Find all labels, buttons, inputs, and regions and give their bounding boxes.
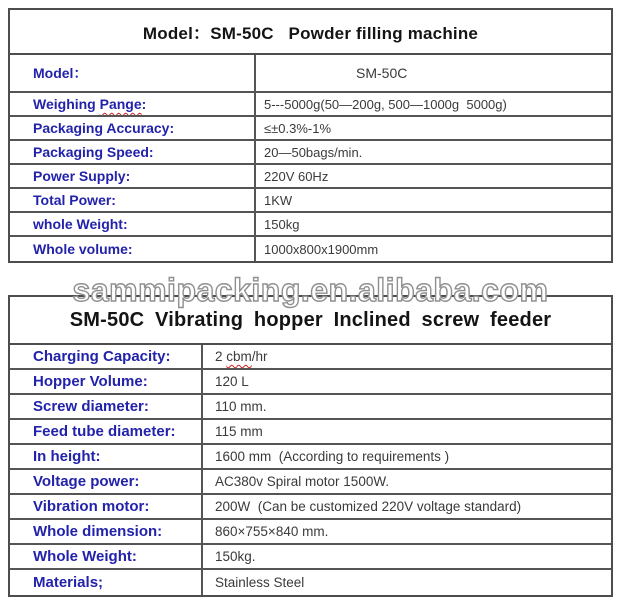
table-row xyxy=(10,420,611,445)
table-row xyxy=(10,117,611,141)
spec-value: 1600 mm (According to requirements ) xyxy=(215,449,450,464)
spec-label: Feed tube diameter: xyxy=(10,420,203,443)
spec-value: 1KW xyxy=(264,192,293,208)
table-row xyxy=(10,495,611,520)
spec-value: 860×755×840 mm. xyxy=(215,524,329,539)
table-row xyxy=(10,213,611,237)
table-row xyxy=(10,189,611,213)
table-row xyxy=(10,55,611,93)
table1-rows xyxy=(10,55,611,261)
table-row xyxy=(10,570,611,595)
table-row xyxy=(10,395,611,420)
spec-value: 200W (Can be customized 220V voltage standard) xyxy=(215,499,522,514)
screw-feeder-table xyxy=(8,295,613,597)
table-row xyxy=(10,93,611,117)
table-row xyxy=(10,545,611,570)
spec-value: 120 L xyxy=(215,374,249,389)
spec-value: 5---5000g(50—200g, 500—1000g 5000g) xyxy=(264,96,507,112)
table2-title: SM-50C Vibrating hopper Inclined screw feeder xyxy=(10,297,611,345)
powder-filling-machine-table xyxy=(8,8,613,263)
table-row xyxy=(10,520,611,545)
spec-label: Hopper Volume: xyxy=(10,370,203,393)
watermark-text: sammipacking.en.alibaba.com xyxy=(72,272,549,308)
table-row xyxy=(10,370,611,395)
spec-value: 220V 60Hz xyxy=(264,168,329,184)
table-row xyxy=(10,445,611,470)
spellcheck-underline: cbm xyxy=(226,349,252,364)
table-row xyxy=(10,165,611,189)
spec-label: Whole Weight: xyxy=(10,545,203,568)
table-row xyxy=(10,345,611,370)
table-row xyxy=(10,470,611,495)
spec-label: Voltage power: xyxy=(10,470,203,493)
spec-value: 150kg xyxy=(264,216,300,232)
spec-label: Weighing Pange : xyxy=(10,93,256,115)
spec-label: Model： xyxy=(10,55,256,91)
spec-value: 2 cbm /hr xyxy=(215,349,268,364)
spec-label: Power Supply: xyxy=(10,165,256,187)
table-row xyxy=(10,237,611,261)
table2-rows xyxy=(10,345,611,595)
spec-value: 20—50bags/min. xyxy=(264,144,363,160)
spec-value: ≤±0.3%-1% xyxy=(264,120,332,136)
spec-label: whole Weight: xyxy=(10,213,256,235)
spellcheck-underline: Pange xyxy=(99,96,142,112)
spec-label: Packaging Speed: xyxy=(10,141,256,163)
spec-label: Charging Capacity: xyxy=(10,345,203,368)
spec-label: In height: xyxy=(10,445,203,468)
spec-label: Packaging Accuracy: xyxy=(10,117,256,139)
table-row xyxy=(10,141,611,165)
table1-title: Model：SM-50C Powder filling machine xyxy=(10,10,611,55)
spec-label: Whole dimension: xyxy=(10,520,203,543)
spec-value: Stainless Steel xyxy=(215,575,305,590)
spec-label: Materials; xyxy=(10,570,203,595)
spec-label: Whole volume: xyxy=(10,237,256,261)
spec-value: SM-50C xyxy=(356,65,408,81)
spec-value: AC380v Spiral motor 1500W. xyxy=(215,474,390,489)
spec-value: 115 mm xyxy=(215,424,263,439)
spec-label: Vibration motor: xyxy=(10,495,203,518)
spec-value: 110 mm. xyxy=(215,399,267,414)
spec-label: Screw diameter: xyxy=(10,395,203,418)
spec-value: 150kg. xyxy=(215,549,256,564)
spec-value: 1000x800x1900mm xyxy=(264,241,379,257)
spec-label: Total Power: xyxy=(10,189,256,211)
